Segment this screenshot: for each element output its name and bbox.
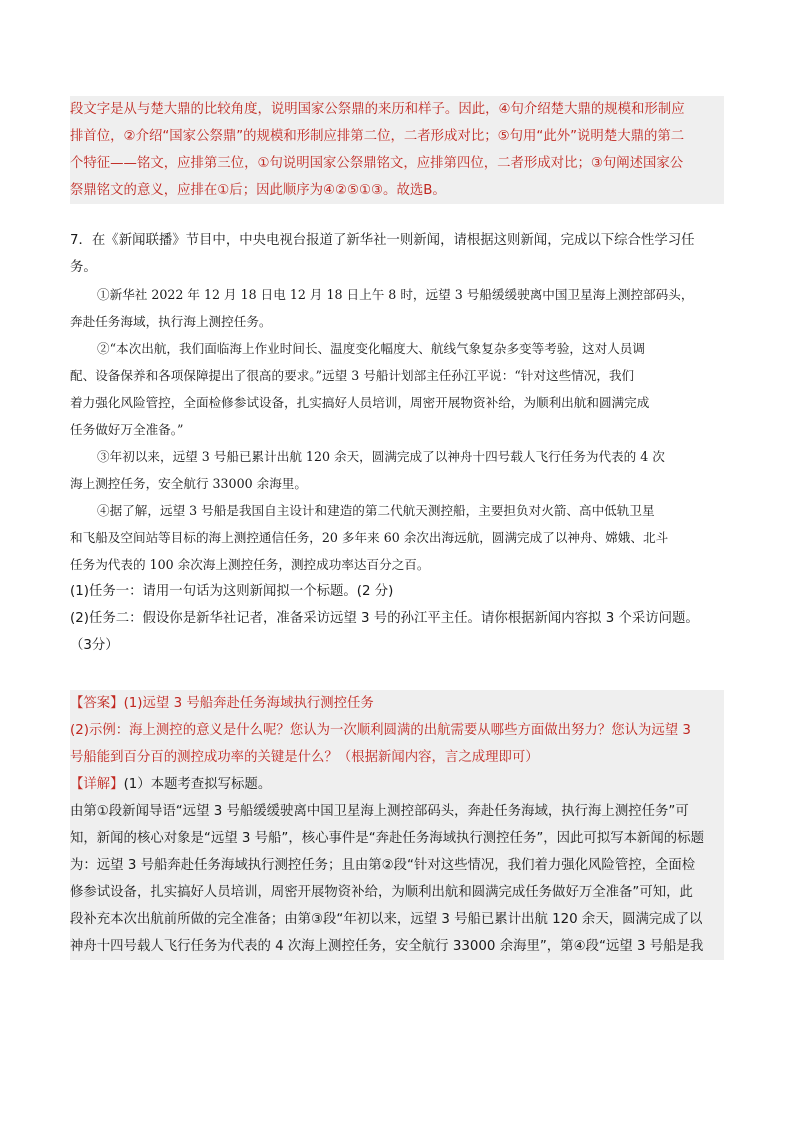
analysis-line: 排首位，②介绍“国家公祭鼎”的规模和形制应排第二位，二者形成对比；⑤句用“此外”说明楚大鼎的第二 <box>70 129 685 144</box>
news-paragraph-4-cont: 和飞船及空间站等目标的海上测控通信任务，20 多年来 60 余次出海远航，圆满完成了以神舟、嫦娥、北斗 <box>70 530 669 545</box>
analysis-continuation <box>70 96 724 204</box>
answer-line <box>70 690 724 717</box>
news-paragraph-3-cont: 海上测控任务，安全航行 33000 余海里。 <box>70 476 307 491</box>
answer-tag: 【答案】 <box>70 696 124 711</box>
detail-tag: 【详解】 <box>70 777 124 792</box>
detail-text: 为：远望 3 号船奔赴任务海域执行测控任务；且由第②段“针对这些情况，我们着力强化风险管控，全面检 <box>70 858 696 873</box>
detail-text: 修参试设备，扎实搞好人员培训，周密开展物资补给，为顺利出航和圆满完成任务做好万全准备”可知，此 <box>70 885 693 900</box>
answer-2-cont: 号船能到百分百的测控成功率的关键是什么？（根据新闻内容，言之成理即可） <box>70 750 539 765</box>
news-paragraph-2-cont: 任务做好万全准备。” <box>70 422 184 437</box>
task-1: (1)任务一：请用一句话为这则新闻拟一个标题。(2 分) <box>70 584 394 599</box>
news-paragraph-2-cont: 配、设备保养和各项保障提出了很高的要求。”远望 3 号船计划部主任孙江平说：“针对这些情况，我们 <box>70 368 635 383</box>
task-2: (2)任务二：假设你是新华社记者，准备采访远望 3 号的孙江平主任。请你根据新闻内容拟 3 个采访问题。 <box>70 611 699 626</box>
news-paragraph-1: ①新华社 2022 年 12 月 18 日电 12 月 18 日上午 8 时，远望 3 号船缓缓驶离中国卫星海上测控部码头， <box>97 287 694 302</box>
news-paragraph-2-cont: 着力强化风险管控，全面检修参试设备，扎实搞好人员培训，周密开展物资补给，为顺利出航和圆满完成 <box>70 395 650 410</box>
question-stem: 务。 <box>70 260 97 275</box>
news-paragraph-2: ②“本次出航，我们面临海上作业时间长、温度变化幅度大、航线气象复杂多变等考验，这对人员调 <box>97 341 645 356</box>
detail-head: (1）本题考查拟写标题。 <box>123 777 272 792</box>
answer-section <box>70 690 724 960</box>
question-7 <box>70 227 724 659</box>
question-stem: 7．在《新闻联播》节目中，中央电视台报道了新华社一则新闻，请根据这则新闻，完成以下综合性学习任 <box>70 233 695 248</box>
news-paragraph-4: ④据了解，远望 3 号船是我国自主设计和建造的第二代航天测控船，主要担负对火箭、高中低轨卫星 <box>97 503 655 518</box>
analysis-line: 祭鼎铭文的意义，应排在①后；因此顺序为④②⑤①③。故选B。 <box>70 183 446 198</box>
news-paragraph-3: ③年初以来，远望 3 号船已累计出航 120 余天，圆满完成了以神舟十四号载人飞行任务为代表的 4 次 <box>97 449 665 464</box>
detail-line <box>70 771 724 798</box>
detail-text: 段补充本次出航前所做的完全准备；由第③段“年初以来，远望 3 号船已累计出航 120 余天，圆满完成了以 <box>70 912 703 927</box>
detail-text: 知，新闻的核心对象是“远望 3 号船”，核心事件是“奔赴任务海域执行测控任务”，因此可拟写本新闻的标题 <box>70 831 704 846</box>
analysis-line: 个特征——铭文，应排第三位，①句说明国家公祭鼎铭文，应排第四位，二者形成对比；③句阐述国家公 <box>70 156 684 171</box>
answer-1: (1)远望 3 号船奔赴任务海域执行测控任务 <box>123 696 374 711</box>
detail-text: 神舟十四号载人飞行任务为代表的 4 次海上测控任务，安全航行 33000 余海里”，第④段“远望 3 号船是我 <box>70 939 704 954</box>
news-paragraph-1-cont: 奔赴任务海域，执行海上测控任务。 <box>70 314 272 329</box>
analysis-line: 段文字是从与楚大鼎的比较角度，说明国家公祭鼎的来历和样子。因此，④句介绍楚大鼎的规模和形制应 <box>70 102 685 117</box>
task-2-points: （3分） <box>70 638 119 653</box>
detail-text: 由第①段新闻导语“远望 3 号船缓缓驶离中国卫星海上测控部码头，奔赴任务海域，执行海上测控任务”可 <box>70 804 689 819</box>
news-paragraph-4-cont: 任务为代表的 100 余次海上测控任务，测控成功率达百分之百。 <box>70 557 430 572</box>
answer-2: (2)示例：海上测控的意义是什么呢？您认为一次顺利圆满的出航需要从哪些方面做出努力？您认为远望 3 <box>70 723 691 738</box>
